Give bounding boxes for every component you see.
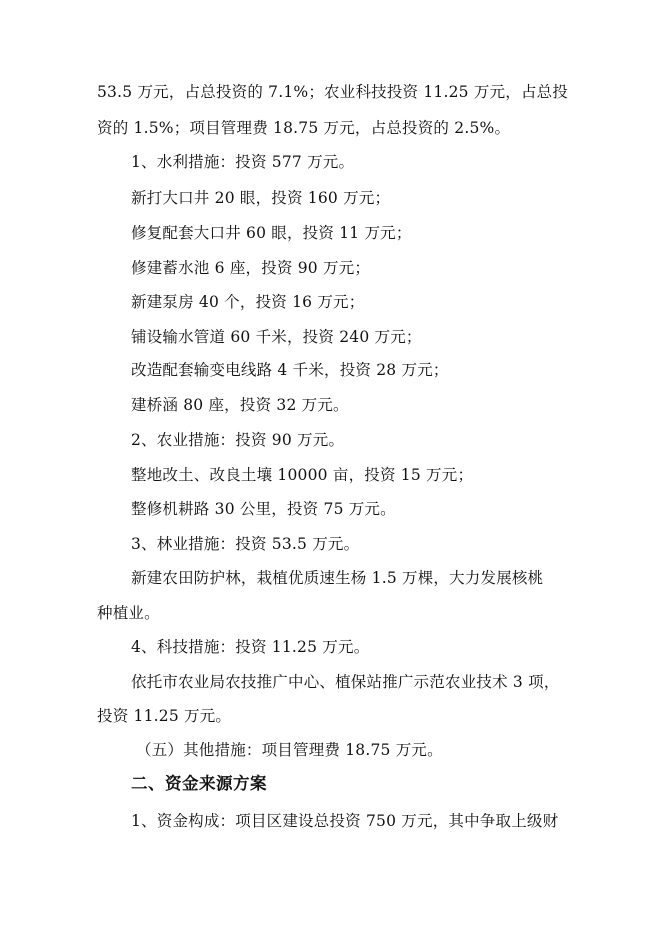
list-item: 改造配套输变电线路 4 千米，投资 28 万元； <box>131 361 449 379</box>
list-item: 整修机耕路 30 公里，投资 75 万元。 <box>131 500 396 518</box>
paragraph-line: 1、资金构成：项目区建设总投资 750 万元，其中争取上级财 <box>131 812 559 830</box>
paragraph-line: 投资 11.25 万元。 <box>97 707 232 725</box>
list-item: 整地改土、改良土壤 10000 亩，投资 15 万元； <box>131 466 474 484</box>
section-forestry-measures: 3、林业措施：投资 53.5 万元。 <box>131 535 360 553</box>
section-agriculture-measures: 2、农业措施：投资 90 万元。 <box>131 431 345 449</box>
paragraph-line: 种植业。 <box>97 604 160 622</box>
paragraph-line: 53.5 万元，占总投资的 7.1%；农业科技投资 11.25 万元，占总投 <box>97 83 569 101</box>
section-technology-measures: 4、科技措施：投资 11.25 万元。 <box>131 638 370 656</box>
paragraph-line: 新建农田防护林，栽植优质速生杨 1.5 万棵，大力发展核桃 <box>131 569 544 587</box>
list-item: 新打大口井 20 眼，投资 160 万元； <box>131 189 391 207</box>
list-item: 修建蓄水池 6 座，投资 90 万元； <box>131 259 371 277</box>
paragraph-line: 依托市农业局农技推广中心、植保站推广示范农业技术 3 项， <box>131 673 560 691</box>
section-water-measures: 1、水利措施：投资 577 万元。 <box>131 153 355 171</box>
list-item: 铺设输水管道 60 千米，投资 240 万元； <box>131 328 422 346</box>
paragraph-line: 资的 1.5%；项目管理费 18.75 万元，占总投资的 2.5%。 <box>97 119 511 137</box>
list-item: 新建泵房 40 个，投资 16 万元； <box>131 293 365 311</box>
list-item: 建桥涵 80 座，投资 32 万元。 <box>131 396 349 414</box>
list-item: 修复配套大口井 60 眼，投资 11 万元； <box>131 224 412 242</box>
section-heading-funding-plan: 二、资金来源方案 <box>131 774 267 793</box>
section-other-measures: （五）其他措施：项目管理费 18.75 万元。 <box>136 741 443 759</box>
